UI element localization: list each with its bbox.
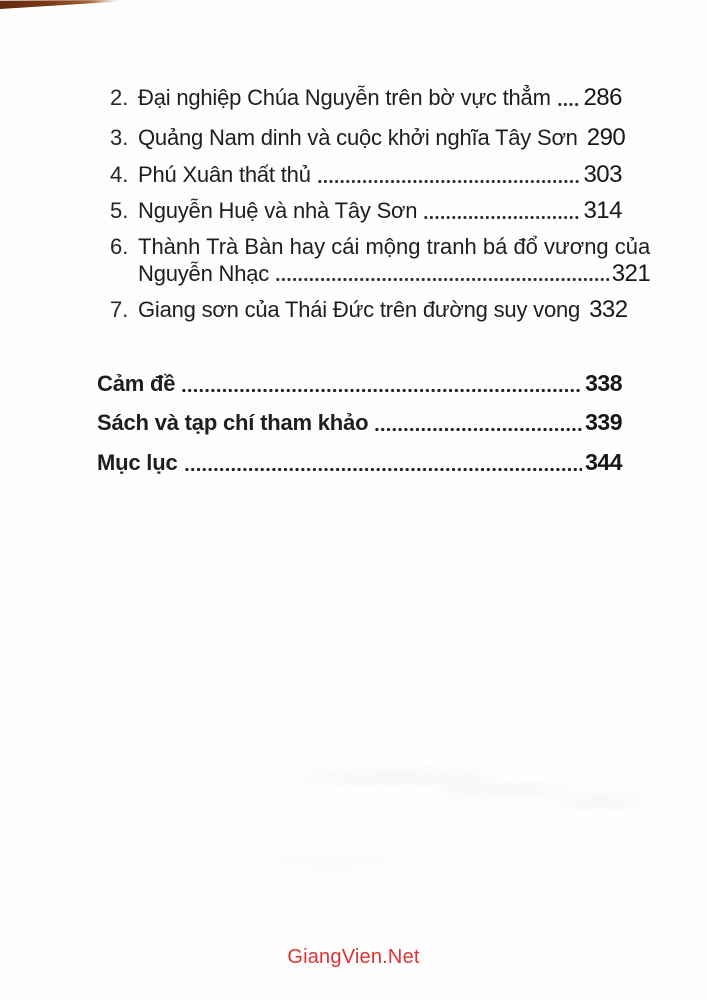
back-matter-page: 338 (585, 370, 622, 396)
back-matter-page: 339 (585, 409, 622, 435)
scan-bleedthrough-mark (260, 855, 400, 869)
toc-entry-page: 286 (583, 84, 622, 111)
toc-entry (110, 233, 651, 287)
dotted-leader (557, 101, 581, 108)
dotted-leader (275, 276, 609, 283)
toc-entry-title-line2-row (138, 260, 650, 287)
toc-entry-page: 321 (611, 260, 651, 287)
toc-entry-title-line2: Nguyễn Nhạc (138, 261, 270, 286)
toc-entry-page: 332 (589, 296, 628, 323)
toc-entry-title: Nguyễn Huệ và nhà Tây Sơn (138, 198, 418, 223)
dotted-leader (184, 466, 583, 473)
toc-entry (110, 197, 622, 225)
scan-bleedthrough-mark (440, 782, 570, 798)
toc-entry (110, 296, 628, 324)
toc-entry-number: 2. (110, 85, 129, 110)
dotted-leader (374, 426, 582, 433)
toc-entry (110, 84, 622, 112)
back-matter-title: Mục lục (97, 450, 178, 475)
toc-entry-title-line1: Thành Trà Bàn hay cái mộng tranh bá đổ vương của (138, 234, 651, 259)
toc-entry-title: Quảng Nam dinh và cuộc khởi nghĩa Tây Sơn (138, 125, 578, 150)
toc-entry-number: 3. (110, 125, 129, 150)
back-matter-title: Sách và tạp chí tham khảo (97, 410, 369, 435)
toc-entry-number: 7. (110, 297, 129, 322)
toc-entry-page: 314 (583, 197, 622, 224)
back-matter-entry (97, 408, 622, 437)
toc-entry-title: Đại nghiệp Chúa Nguyễn trên bờ vực thẳm (138, 85, 551, 110)
watermark-text: GiangVien.Net (287, 946, 420, 968)
toc-entry-number: 5. (110, 198, 129, 223)
back-matter-title: Cảm đề (97, 371, 176, 396)
toc-entry (110, 161, 622, 189)
toc-entry-number: 6. (110, 234, 129, 259)
toc-entry-title: Phú Xuân thất thủ (138, 162, 311, 187)
dotted-leader (423, 214, 580, 221)
toc-entry-title: Giang sơn của Thái Đức trên đường suy vong (138, 297, 581, 322)
toc-entry-title-wrap (138, 233, 650, 287)
back-matter-entry (97, 369, 622, 398)
back-matter-page: 344 (585, 449, 622, 475)
back-matter-entry (97, 448, 622, 477)
toc-entry-number: 4. (110, 162, 129, 187)
scan-bleedthrough-mark (555, 792, 645, 810)
dotted-leader (317, 178, 581, 185)
dotted-leader (181, 387, 582, 394)
toc-entry (110, 124, 626, 152)
toc-entry-page: 290 (586, 124, 626, 151)
toc-entry-page: 303 (583, 161, 622, 188)
scan-artifact-spine-edge (0, 0, 118, 9)
